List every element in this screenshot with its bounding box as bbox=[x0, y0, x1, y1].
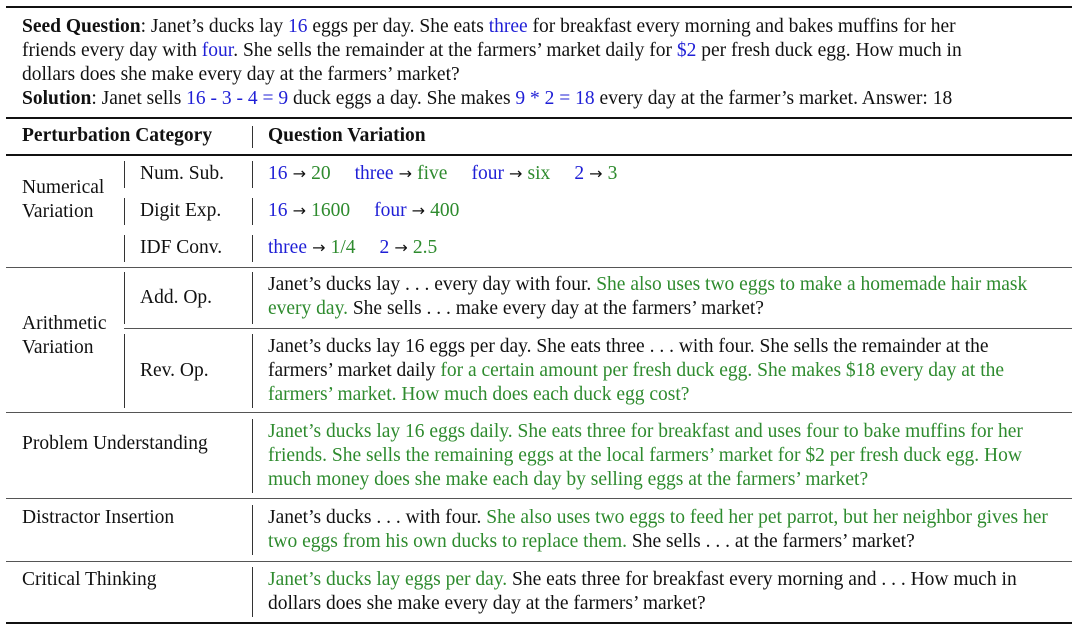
text-run: . She sells the remainder at the farmers’ market daily for bbox=[233, 40, 677, 61]
seed-line2-runs bbox=[22, 40, 962, 61]
add-op-bottom-rule bbox=[124, 328, 1072, 329]
sub-from: 16 bbox=[268, 163, 288, 184]
text-run: three bbox=[488, 16, 528, 37]
digit-exp-values bbox=[268, 199, 483, 223]
text-run: for a certain amount per fresh duck egg. She makes $18 every day at the farmers’ market. How much does each duck egg cost? bbox=[268, 360, 1005, 405]
substitution-pair bbox=[379, 237, 437, 258]
text-run: Janet’s ducks lay . . . every day with four. bbox=[268, 274, 597, 295]
num-sub-values bbox=[268, 162, 641, 186]
sub-to: 1/4 bbox=[330, 237, 356, 258]
arithmetic-bottom-rule bbox=[6, 412, 1072, 413]
rev-op-text bbox=[268, 335, 1058, 407]
text-run: 16 bbox=[287, 16, 308, 37]
substitution-pair bbox=[471, 163, 550, 184]
sub-to: 400 bbox=[430, 200, 460, 221]
digit-exp-label: Digit Exp. bbox=[140, 200, 222, 221]
sub-to: 3 bbox=[607, 163, 618, 184]
arithmetic-group-label-2: Variation bbox=[22, 337, 94, 358]
header-category: Perturbation Category bbox=[22, 125, 213, 146]
numerical-group-label-1: Numerical bbox=[22, 177, 105, 198]
text-run: : Janet sells bbox=[91, 88, 187, 109]
rev-op-label: Rev. Op. bbox=[140, 360, 209, 381]
num-sub-left-bar bbox=[124, 161, 125, 188]
text-run: 16 - 3 - 4 = 9 bbox=[186, 88, 289, 109]
text-run: Janet’s ducks lay 16 eggs per day. She eats three . . . with four. She sells the remainder at the farmers’ market daily bbox=[268, 336, 989, 381]
problem-understanding-label: Problem Understanding bbox=[22, 433, 208, 454]
text-run: Janet’s ducks . . . with four. bbox=[268, 507, 487, 528]
substitution-pair bbox=[268, 200, 350, 221]
sub-to: 2.5 bbox=[412, 237, 438, 258]
text-run: She eats three for breakfast every morning and . . . How much in dollars does she make every day at the farmers’ market? bbox=[268, 569, 1017, 614]
text-run: She also uses two eggs to feed her pet parrot, but her neighbor gives her two eggs from his own ducks to replace them. bbox=[268, 507, 1048, 552]
digit-exp-right-bar bbox=[252, 198, 253, 225]
rev-op-right-bar bbox=[252, 334, 253, 408]
digit-exp-left-bar bbox=[124, 198, 125, 225]
arithmetic-group-label-1: Arithmetic bbox=[22, 313, 107, 334]
sub-from: four bbox=[471, 163, 504, 184]
text-run: Janet’s ducks lay 16 eggs daily. She eats three for breakfast and uses four to bake muffins for her friends. She sells the remaining eggs at the local farmers’ market for $2 per fresh duck egg. How much money does she make each day by selling eggs at the farmers’ market? bbox=[268, 421, 1023, 490]
idf-conv-left-bar bbox=[124, 235, 125, 262]
substitution-pair bbox=[574, 163, 617, 184]
sub-from: four bbox=[374, 200, 407, 221]
arrow-icon: → bbox=[306, 238, 331, 257]
text-run: $2 bbox=[676, 40, 697, 61]
num-sub-label: Num. Sub. bbox=[140, 163, 224, 184]
solution-line bbox=[22, 87, 952, 111]
sub-to: five bbox=[417, 163, 448, 184]
text-run: four bbox=[201, 40, 234, 61]
seed-question-line-3: dollars does she make every day at the farmers’ market? bbox=[22, 64, 460, 85]
header-bottom-rule bbox=[6, 154, 1072, 156]
text-run: per fresh duck egg. How much in bbox=[696, 40, 962, 61]
text-run: Janet’s ducks lay eggs per day. bbox=[268, 569, 508, 590]
rev-op-left-bar bbox=[124, 334, 125, 408]
idf-conv-values bbox=[268, 236, 461, 260]
header-variation: Question Variation bbox=[268, 125, 426, 146]
seed-question-label: Seed Question bbox=[22, 16, 141, 37]
text-run: duck eggs a day. She makes bbox=[288, 88, 516, 109]
bottom-rule bbox=[6, 622, 1072, 624]
top-rule bbox=[6, 6, 1072, 8]
sub-from: three bbox=[268, 237, 307, 258]
text-run: 9 * 2 = 18 bbox=[515, 88, 595, 109]
arrow-icon: → bbox=[584, 164, 608, 183]
arrow-icon: → bbox=[287, 164, 312, 183]
solution-label: Solution bbox=[22, 88, 92, 109]
text-run: She also uses two eggs to make a homemade hair mask every day. bbox=[268, 274, 1028, 319]
add-op-left-bar bbox=[124, 272, 125, 324]
text-run: friends every day with bbox=[22, 40, 202, 61]
arrow-icon: → bbox=[389, 238, 413, 257]
critical-thinking-label: Critical Thinking bbox=[22, 569, 157, 590]
critical-thinking-bar bbox=[252, 567, 253, 617]
sub-from: 16 bbox=[268, 200, 288, 221]
text-run: every day at the farmer’s market. Answer: 18 bbox=[594, 88, 953, 109]
add-op-label: Add. Op. bbox=[140, 287, 213, 308]
numerical-group-label-2: Variation bbox=[22, 201, 94, 222]
problem-understanding-text bbox=[268, 420, 1058, 492]
text-run: : Janet’s ducks lay bbox=[140, 16, 288, 37]
sub-to: 1600 bbox=[311, 200, 351, 221]
distractor-bar bbox=[252, 505, 253, 555]
problem-understanding-bar bbox=[252, 419, 253, 493]
substitution-pair bbox=[374, 200, 459, 221]
distractor-text bbox=[268, 506, 1058, 554]
substitution-pair bbox=[355, 163, 448, 184]
seed-question-line-1 bbox=[22, 15, 956, 39]
sub-to: six bbox=[527, 163, 551, 184]
arrow-icon: → bbox=[287, 201, 312, 220]
substitution-pair bbox=[268, 163, 331, 184]
num-sub-right-bar bbox=[252, 161, 253, 188]
arrow-icon: → bbox=[393, 164, 418, 183]
problem-understanding-bottom-rule bbox=[6, 498, 1072, 499]
distractor-bottom-rule bbox=[6, 561, 1072, 562]
sub-from: three bbox=[354, 163, 394, 184]
seed-line1-runs bbox=[141, 16, 956, 37]
idf-conv-right-bar bbox=[252, 235, 253, 262]
numerical-bottom-rule bbox=[6, 267, 1072, 268]
text-run: She sells . . . at the farmers’ market? bbox=[627, 531, 915, 552]
text-run: She sells . . . make every day at the farmers’ market? bbox=[347, 298, 764, 319]
sub-from: 2 bbox=[379, 237, 390, 258]
arrow-icon: → bbox=[503, 164, 528, 183]
substitution-pair bbox=[268, 237, 355, 258]
idf-conv-label: IDF Conv. bbox=[140, 237, 223, 258]
sub-to: 20 bbox=[311, 163, 331, 184]
add-op-right-bar bbox=[252, 272, 253, 324]
arrow-icon: → bbox=[406, 201, 431, 220]
header-top-rule bbox=[6, 117, 1072, 119]
add-op-text bbox=[268, 273, 1058, 321]
text-run: for breakfast every morning and bakes muffins for her bbox=[527, 16, 956, 37]
critical-thinking-text bbox=[268, 568, 1058, 616]
header-separator bbox=[252, 126, 253, 148]
seed-question-line-2 bbox=[22, 39, 962, 63]
distractor-label: Distractor Insertion bbox=[22, 507, 175, 528]
sub-from: 2 bbox=[574, 163, 585, 184]
solution-runs bbox=[91, 88, 952, 109]
text-run: eggs per day. She eats bbox=[307, 16, 489, 37]
